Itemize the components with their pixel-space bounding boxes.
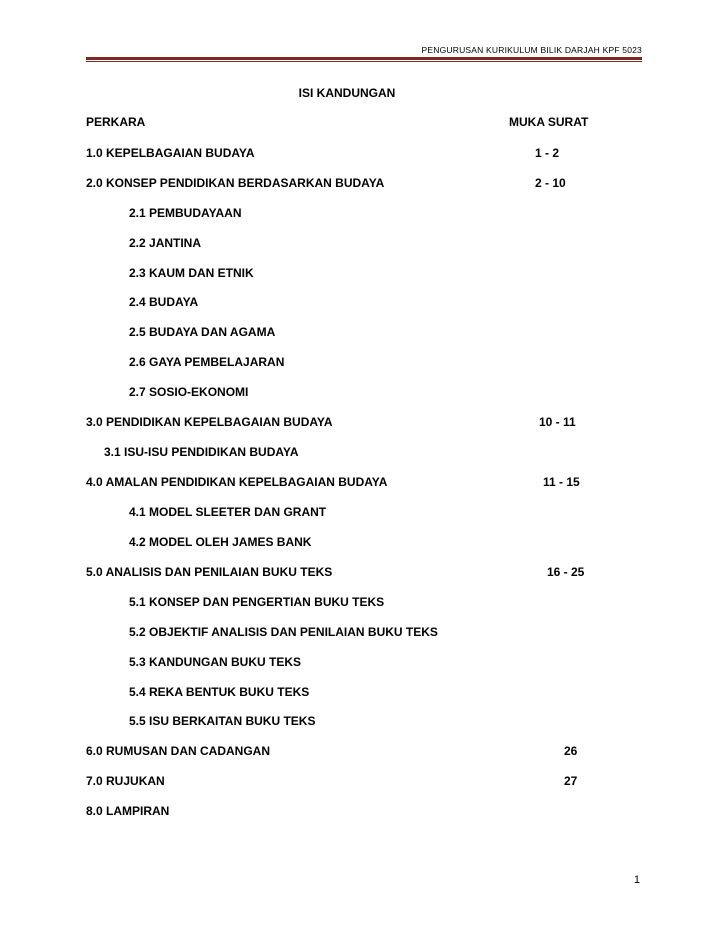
header-rule xyxy=(86,57,642,60)
toc-entry-pages: 11 - 15 xyxy=(543,475,580,489)
toc-entry-pages: 26 xyxy=(564,744,578,758)
toc-title: ISI KANDUNGAN xyxy=(298,86,396,100)
toc-entry-pages: 2 - 10 xyxy=(535,176,566,190)
header-rule-thin xyxy=(86,61,642,62)
toc-entry: 3.0 PENDIDIKAN KEPELBAGAIAN BUDAYA xyxy=(86,415,333,429)
toc-entry-pages: 1 - 2 xyxy=(535,146,560,160)
toc-entry-pages: 27 xyxy=(564,774,578,788)
toc-subentry: 4.2 MODEL OLEH JAMES BANK xyxy=(129,535,312,549)
toc-subentry: 5.2 OBJEKTIF ANALISIS DAN PENILAIAN BUKU TEKS xyxy=(129,625,438,639)
running-header: PENGURUSAN KURIKULUM BILIK DARJAH KPF 5023 xyxy=(421,45,642,55)
toc-subentry: 2.1 PEMBUDAYAAN xyxy=(129,206,242,220)
column-header-perkara: PERKARA xyxy=(86,115,146,129)
toc-subentry: 2.5 BUDAYA DAN AGAMA xyxy=(129,325,276,339)
toc-subentry: 4.1 MODEL SLEETER DAN GRANT xyxy=(129,505,327,519)
toc-subentry: 5.1 KONSEP DAN PENGERTIAN BUKU TEKS xyxy=(129,595,385,609)
toc-entry-pages: 10 - 11 xyxy=(539,415,576,429)
toc-entry: 1.0 KEPELBAGAIAN BUDAYA xyxy=(86,146,255,160)
toc-entry: 8.0 LAMPIRAN xyxy=(86,804,170,818)
column-header-muka-surat: MUKA SURAT xyxy=(509,115,589,129)
toc-entry: 6.0 RUMUSAN DAN CADANGAN xyxy=(86,744,271,758)
toc-entry: 7.0 RUJUKAN xyxy=(86,774,165,788)
toc-subentry: 2.6 GAYA PEMBELAJARAN xyxy=(129,355,285,369)
page-number: 1 xyxy=(633,874,640,886)
toc-entry: 2.0 KONSEP PENDIDIKAN BERDASARKAN BUDAYA xyxy=(86,176,385,190)
toc-subentry: 5.4 REKA BENTUK BUKU TEKS xyxy=(129,685,310,699)
toc-subentry: 5.3 KANDUNGAN BUKU TEKS xyxy=(129,655,302,669)
toc-subentry: 2.4 BUDAYA xyxy=(129,295,199,309)
toc-entry-pages: 16 - 25 xyxy=(547,565,585,579)
toc-subentry: 2.2 JANTINA xyxy=(129,236,202,250)
toc-subentry: 2.7 SOSIO-EKONOMI xyxy=(129,385,249,399)
toc-subentry: 2.3 KAUM DAN ETNIK xyxy=(129,266,254,280)
toc-subentry: 5.5 ISU BERKAITAN BUKU TEKS xyxy=(129,714,316,728)
toc-entry: 5.0 ANALISIS DAN PENILAIAN BUKU TEKS xyxy=(86,565,333,579)
toc-subentry: 3.1 ISU-ISU PENDIDIKAN BUDAYA xyxy=(104,445,299,459)
toc-entry: 4.0 AMALAN PENDIDIKAN KEPELBAGAIAN BUDAYA xyxy=(86,475,388,489)
